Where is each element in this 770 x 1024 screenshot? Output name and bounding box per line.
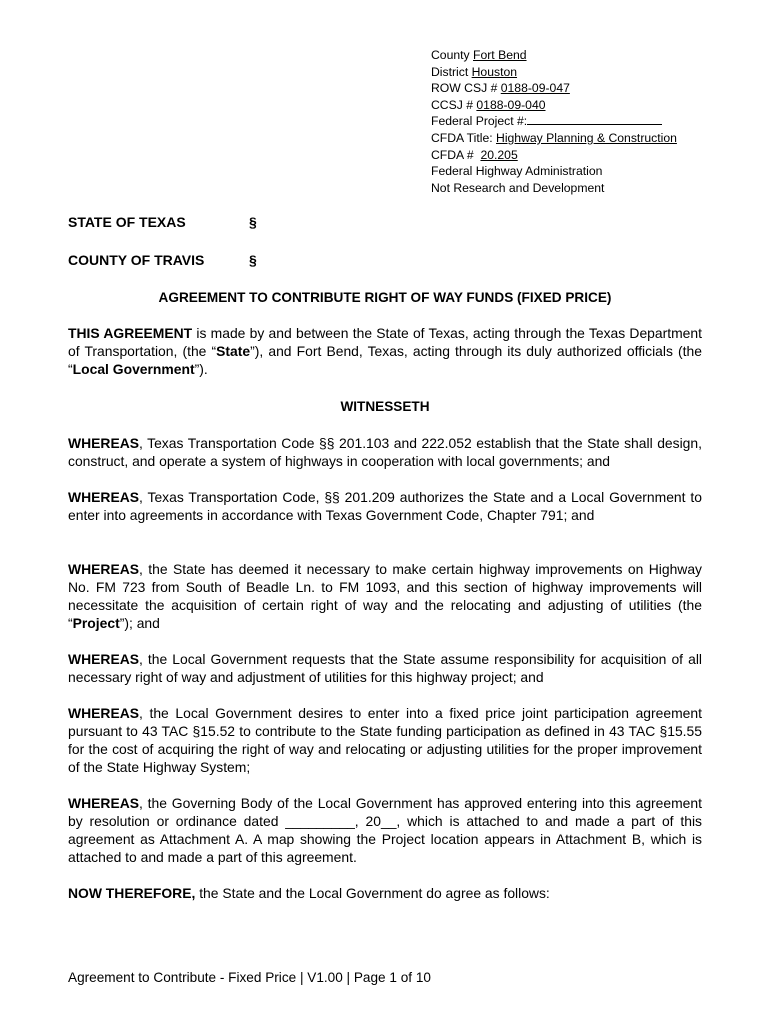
county-label: County: [431, 48, 474, 62]
intro-state-term: State: [216, 343, 251, 359]
whereas-label: WHEREAS: [68, 435, 139, 451]
caption-state: [68, 214, 257, 230]
ccsj-line: [431, 97, 677, 114]
district-label: District: [431, 64, 472, 79]
whereas-text: , the Local Government desires to enter into a fixed price joint participation agreement pursuant to 43 TAC §15.52 to contribute to the State funding participation as defined in 43 TAC §15.55 for the cost of acquiring the right of way and relocating or adjusting utilities for the proper improvement of the State Highway System;: [68, 705, 702, 775]
intro-lead: THIS AGREEMENT: [68, 325, 193, 341]
intro-paragraph: [68, 324, 702, 378]
row-csj-value: 0188-09-047: [500, 81, 570, 96]
district-value: Houston: [471, 64, 518, 79]
now-therefore-paragraph: [68, 884, 702, 902]
witnesseth-heading: WITNESSETH: [340, 399, 430, 414]
now-therefore-text: the State and the Local Government do agree as follows:: [195, 885, 550, 901]
federal-project-line: [431, 113, 677, 130]
intro-text-2: ”), and Fort Bend, Texas, acting through its duly authorized officials (the “: [68, 343, 702, 377]
research-line: Not Research and Development: [431, 180, 605, 195]
cfda-number-line: [431, 147, 677, 164]
page-footer: Agreement to Contribute - Fixed Price | V1.00 | Page 1 of 10: [68, 970, 431, 985]
section-symbol: §: [249, 252, 257, 268]
ccsj-label: CCSJ #: [431, 97, 477, 112]
whereas-text: , Texas Transportation Code, §§ 201.209 authorizes the State and a Local Government to enter into agreements in accordance with Texas Government Code, Chapter 791; and: [68, 489, 702, 523]
whereas-paragraph-5: [68, 704, 702, 776]
whereas-text: , the Local Government requests that the State assume responsibility for acquisition of all necessary right of way and adjustment of utilities for this highway project; and: [68, 651, 702, 685]
document-header-block: [431, 47, 677, 196]
intro-text-3: ”).: [194, 361, 208, 377]
whereas-paragraph-3: [68, 560, 702, 632]
cfda-number-label: CFDA #: [431, 147, 481, 162]
whereas-paragraph-4: [68, 650, 702, 686]
whereas-text: , the Governing Body of the Local Government has approved entering into this agreement by resolution or ordinance dated _________, 20__, which is attached to and made a part of this agreement as Attachment A. A map showing the Project location appears in Attachment B, which is attached to and made a part of this agreement.: [68, 795, 702, 865]
county-value: Fort Bend: [473, 48, 527, 62]
whereas-label: WHEREAS: [68, 489, 139, 505]
agreement-title: AGREEMENT TO CONTRIBUTE RIGHT OF WAY FUNDS (FIXED PRICE): [158, 290, 612, 305]
project-tail: ”); and: [119, 615, 160, 631]
ccsj-value: 0188-09-040: [476, 97, 546, 112]
whereas-text: , the State has deemed it necessary to make certain highway improvements on Highway No. FM 723 from South of Beadle Ln. to FM 1093, and this section of highway improvements will necessitate the acquisition of certain right of way and the relocating and adjusting of utilities (the “: [68, 561, 702, 631]
caption-county-label: COUNTY OF TRAVIS: [68, 252, 205, 268]
district-line: [431, 64, 677, 81]
agency-line: Federal Highway Administration: [431, 164, 603, 179]
whereas-label: WHEREAS: [68, 795, 139, 811]
whereas-label: WHEREAS: [68, 705, 139, 721]
caption-county: [68, 252, 257, 268]
whereas-paragraph-1: [68, 434, 702, 470]
whereas-paragraph-6: [68, 794, 702, 866]
project-term: Project: [72, 615, 120, 631]
federal-project-blank: [527, 113, 662, 125]
federal-project-label: Federal Project #:: [431, 114, 528, 129]
section-symbol: §: [249, 214, 257, 230]
cfda-title-value: Highway Planning & Construction: [496, 130, 677, 145]
whereas-label: WHEREAS: [68, 651, 139, 667]
caption-state-label: STATE OF TEXAS: [68, 214, 186, 230]
whereas-paragraph-2: [68, 488, 702, 524]
county-line: [431, 47, 677, 64]
row-csj-label: ROW CSJ #: [431, 81, 501, 96]
now-therefore-lead: NOW THEREFORE,: [68, 885, 196, 901]
cfda-title-line: [431, 130, 677, 147]
whereas-label: WHEREAS: [68, 561, 139, 577]
cfda-title-label: CFDA Title:: [431, 130, 497, 145]
intro-local-term: Local Government: [72, 361, 195, 377]
intro-text-1: is made by and between the State of Texas, acting through the Texas Department of Transportation, (the “: [68, 325, 702, 359]
cfda-number-value: 20.205: [480, 147, 518, 162]
row-csj-line: [431, 80, 677, 97]
whereas-text: , Texas Transportation Code §§ 201.103 and 222.052 establish that the State shall design, construct, and operate a system of highways in cooperation with local governments; and: [68, 435, 702, 469]
